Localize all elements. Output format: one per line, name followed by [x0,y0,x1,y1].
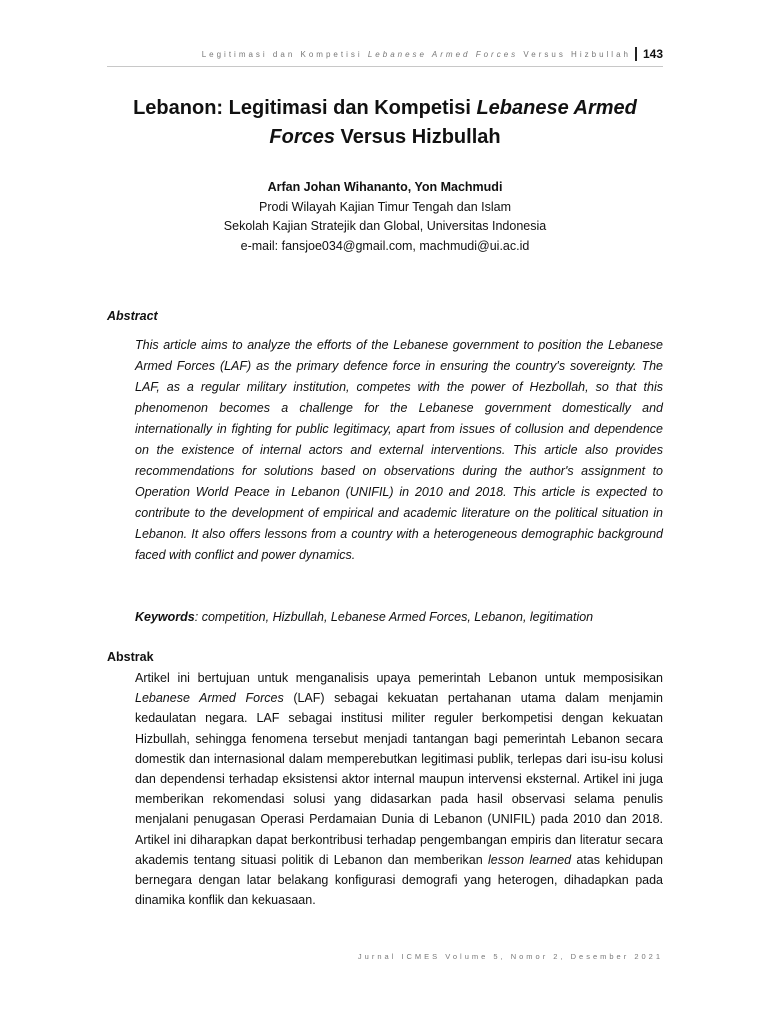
keywords-line [135,607,663,627]
author-block [107,178,663,256]
abstrak-text-2: (LAF) sebagai kekuatan pertahanan utama dalam menjamin kedaulatan negara. LAF sebagai institusi militer reguler berkompetisi dengan kekuatan Hizbullah, sehingga fenomena tersebut menjadi tantangan bagi pemerintah Lebanon secara domestik dan internasional dalam memperebutkan legitimasi publik, terlepas dari isu-isu kolusi dan dependensi terhadap eksistensi aktor internal maupun intervensi eksternal. Artikel ini juga memberikan rekomendasi solusi yang didasarkan pada hasil observasi selama penulis menjalani penugasan Operasi Perdamaian Dunia di Lebanon (UNIFIL) pada 2010 dan 2018. Artikel ini diharapkan dapat berkontribusi terhadap pengembangan empiris dan literatur secara akademis tentang situasi politik di Lebanon dan memberikan [135,691,663,867]
author-names: Arfan Johan Wihananto, Yon Machmudi [267,180,503,194]
journal-footer: Jurnal ICMES Volume 5, Nomor 2, Desember 2021 [357,952,663,961]
abstrak-italic-1: Lebanese Armed Forces [135,691,284,706]
affiliation-school: Sekolah Kajian Stratejik dan Global, Universitas Indonesia [223,219,547,233]
abstrak-text-1: Artikel ini bertujuan untuk menganalisis upaya pemerintah Lebanon untuk memposisikan [135,671,663,685]
author-email: e-mail: fansjoe034@gmail.com, machmudi@ui.ac.id [240,238,530,253]
keywords-label: Keywords [135,610,195,624]
article-title [107,94,663,152]
title-text-italic: Lebanese Armed Forces [269,97,637,148]
abstrak-italic-2: lesson learned [487,852,572,867]
running-header [107,46,663,67]
abstrak-body [135,668,663,910]
abstrak-text-3: atas kehidupan bernegara dengan latar belakang konfigurasi demografi yang heterogen, dihadapkan pada dinamika konflik dan kekuasaan. [135,852,663,908]
abstrak-heading: Abstrak [107,650,154,664]
running-header-text-italic: Lebanese Armed Forces [367,49,519,59]
title-text-pre: Lebanon: Legitimasi dan Kompetisi [133,97,477,119]
affiliation-program: Prodi Wilayah Kajian Timur Tengah dan Islam [259,199,511,214]
running-header-text-post: Versus Hizbullah [518,49,631,59]
keywords-text: : competition, Hizbullah, Lebanese Armed Forces, Lebanon, legitimation [194,610,594,624]
title-text-post: Versus Hizbullah [334,126,501,148]
header-separator [635,47,637,61]
page-number: 143 [642,47,663,61]
abstract-heading: Abstract [107,309,158,323]
running-header-text-pre: Legitimasi dan Kompetisi [201,49,368,59]
running-header-title [202,50,631,59]
abstract-body: This article aims to analyze the efforts of the Lebanese government to position the Lebanese Armed Forces (LAF) as the primary defence force in ensuring the country's sovereignty. The LAF, as a regular military institution, competes with the power of Hezbollah, so that this phenomenon becomes a challenge for the Lebanese government domestically and internationally in fighting for public legitimacy, apart from issues of collusion and dependence on the existence of internal actors and external interventions. This article also provides recommendations for solutions based on observations during the author's assignment to Operation World Peace in Lebanon (UNIFIL) in 2010 and 2018. This article is expected to contribute to the development of empirical and academic literature on the political situation in Lebanon. It also offers lessons from a country with a heterogeneous demographic background faced with conflict and power dynamics. [135,338,663,562]
